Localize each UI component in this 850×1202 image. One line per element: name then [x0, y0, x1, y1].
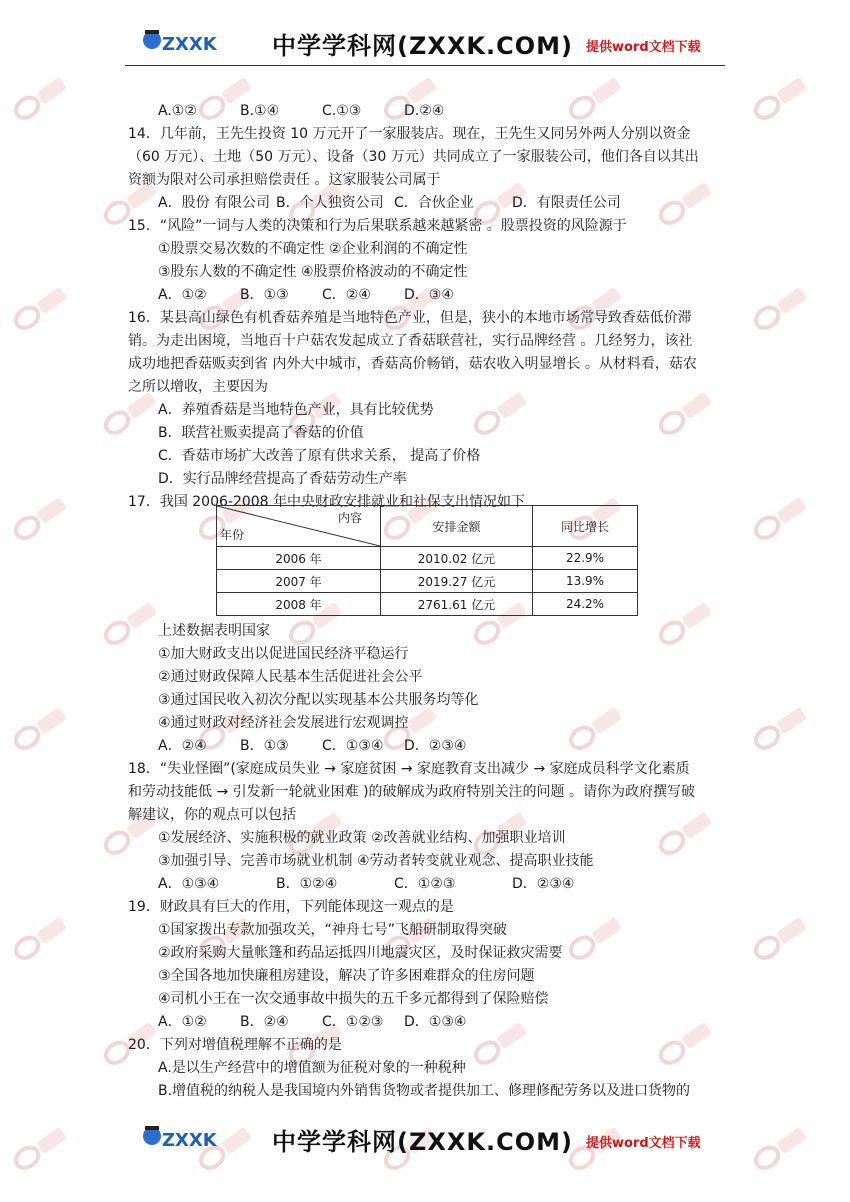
watermark-logo — [748, 1120, 814, 1177]
text-line: D．实行品牌经营提高了香菇劳动生产率 — [158, 471, 407, 487]
answer-option: D.②④ — [404, 103, 445, 119]
text-line: ③全国各地加快廉租房建设，解决了许多困难群众的住房问题 — [158, 968, 535, 984]
text-line: B．联营社贩卖提高了香菇的价值 — [158, 425, 364, 441]
text-line: ①国家拨出专款加强攻关，“神舟七号”飞船研制取得突破 — [158, 922, 508, 938]
answer-option: A．①② — [158, 1014, 207, 1030]
text-line: 17．我国 2006-2008 年中央财政安排就业和社保支出情况如下 — [128, 494, 526, 510]
text-line: ①股票交易次数的不确定性 ②企业利润的不确定性 — [158, 241, 468, 257]
answer-option: D．②③④ — [512, 876, 575, 892]
text-line: 之所以增收，主要因为 — [128, 379, 268, 395]
text-line: （60 万元）、土地（50 万元）、设备（30 万元）共同成立了一家服装公司，他们各自以其出 — [128, 149, 699, 165]
text-line: 16．某县高山绿色有机香菇养殖是当地特色产业，但是，狭小的本地市场常导致香菇低价滞 — [128, 310, 692, 326]
text-line: 上述数据表明国家 — [158, 623, 270, 639]
answer-options — [128, 192, 728, 215]
answer-option: D．③④ — [404, 287, 454, 303]
zxxk-logo — [140, 26, 258, 58]
answer-option: B．①②④ — [276, 876, 338, 892]
table-header-cell: 同比增长 — [533, 506, 638, 547]
text-line: A.是以生产经营中的增值额为征税对象的一种税种 — [158, 1060, 466, 1076]
text-line: 14．几年前，王先生投资 10 万元开了一家服装店。现在，王先生又同另外两人分别以资金 — [128, 126, 691, 142]
watermark-logo — [748, 70, 814, 127]
text-line: ①加大财政支出以促进国民经济平稳运行 — [158, 646, 409, 662]
answer-option: D．①③④ — [404, 1014, 467, 1030]
table-row — [217, 547, 638, 570]
table-corner-cell — [217, 506, 381, 547]
page-footer — [140, 1118, 720, 1158]
answer-option: A．①③④ — [158, 876, 220, 892]
text-line: 解建议，你的观点可以包括 — [128, 807, 296, 823]
text-line: B.增值税的纳税人是我国境内外销售货物或者提供加工、修理修配劳务以及进口货物的 — [158, 1083, 691, 1099]
text-line: 15．“风险”一词与人类的决策和行为后果联系越来越紧密 。股票投资的风险源于 — [128, 218, 627, 234]
table-cell: 2008 年 — [217, 593, 381, 616]
table-cell: 2006 年 — [217, 547, 381, 570]
download-label[interactable]: 提供word文档下载 — [586, 1136, 701, 1151]
answer-options — [128, 873, 728, 896]
text-line: 20．下列对增值税理解不正确的是 — [128, 1037, 342, 1053]
table-row — [217, 593, 638, 616]
watermark-logo — [748, 700, 814, 757]
answer-options — [128, 735, 728, 758]
table-cell: 2019.27 亿元 — [381, 570, 533, 593]
text-line: ③股东人数的不确定性 ④股票价格波动的不确定性 — [158, 264, 468, 280]
answer-option: C．合伙企业 — [394, 195, 474, 211]
answer-options — [128, 284, 728, 307]
watermark-logo — [748, 280, 814, 337]
text-line: ①发展经济、实施积极的就业政策 ②改善就业结构、加强职业培训 — [158, 830, 566, 846]
answer-option: D．②③④ — [404, 738, 467, 754]
text-line: 销。为走出困境，当地百十户菇农发起成立了香菇联营社，实行品牌经营 。几经努力，该社 — [128, 333, 693, 349]
text-line: 资额为限对公司承担赔偿责任 。这家服装公司属于 — [128, 172, 441, 188]
expenditure-table — [216, 505, 638, 616]
question-content-continued — [128, 620, 728, 1103]
table-cell: 22.9% — [533, 547, 638, 570]
logo-text: ZXXK — [162, 1130, 217, 1151]
header-rule — [125, 65, 725, 66]
download-label[interactable]: 提供word文档下载 — [586, 40, 701, 55]
answer-option: A.①② — [158, 103, 197, 119]
text-line: ③通过国民收入初次分配以实现基本公共服务均等化 — [158, 692, 479, 708]
answer-option: A．股份 有限公司 — [158, 195, 271, 211]
text-line: A．养殖香菇是当地特色产业，具有比较优势 — [158, 402, 434, 418]
answer-option: C．①②③ — [322, 1014, 384, 1030]
watermark-logo — [8, 1120, 74, 1177]
answer-option: B．个人独资公司 — [276, 195, 384, 211]
answer-option: B．①③ — [240, 287, 289, 303]
table-cell: 13.9% — [533, 570, 638, 593]
answer-option: C．①③④ — [322, 738, 384, 754]
zxxk-logo — [140, 1122, 258, 1154]
corner-col-label: 内容 — [337, 511, 362, 525]
answer-option: A．②④ — [158, 738, 207, 754]
watermark-logo — [8, 70, 74, 127]
watermark-logo — [8, 490, 74, 547]
text-line: ④通过财政对经济社会发展进行宏观调控 — [158, 715, 409, 731]
answer-option: D．有限责任公司 — [512, 195, 621, 211]
answer-option: C.①③ — [322, 103, 362, 119]
answer-options — [128, 1011, 728, 1034]
logo-text: ZXXK — [162, 34, 217, 55]
watermark-logo — [8, 910, 74, 967]
table-cell: 24.2% — [533, 593, 638, 616]
answer-options — [128, 100, 728, 123]
text-line: 和劳动技能低 → 引发新一轮就业困难 )的破解成为政府特别关注的问题 。请你为政府撰写破 — [128, 784, 695, 800]
answer-option: B．②④ — [240, 1014, 289, 1030]
watermark-logo — [748, 910, 814, 967]
text-line: ②政府采购大量帐篷和药品运抵四川地震灾区，及时保证救灾需要 — [158, 945, 563, 961]
table-cell: 2761.61 亿元 — [381, 593, 533, 616]
text-line: 19．财政具有巨大的作用，下列能体现这一观点的是 — [128, 899, 454, 915]
table-header-row — [217, 506, 638, 547]
watermark-logo — [748, 490, 814, 547]
answer-option: B．①③ — [240, 738, 289, 754]
site-title: 中学学科网(ZXXK.COM) — [272, 1128, 573, 1156]
table-row — [217, 570, 638, 593]
answer-option: B.①④ — [240, 103, 280, 119]
text-line: ③加强引导、完善市场就业机制 ④劳动者转变就业观念、提高职业技能 — [158, 853, 594, 869]
answer-option: C．①②③ — [394, 876, 456, 892]
text-line: 成功地把香菇贩卖到省 内外大中城市，香菇高价畅销，菇农收入明显增长 。从材料看，菇农 — [128, 356, 697, 372]
corner-row-label: 年份 — [220, 528, 245, 542]
table-cell: 2010.02 亿元 — [381, 547, 533, 570]
text-line: C．香菇市场扩大改善了原有供求关系， 提高了价格 — [158, 448, 481, 464]
question-content — [128, 100, 728, 514]
watermark-logo — [8, 700, 74, 757]
site-title: 中学学科网(ZXXK.COM) — [272, 32, 573, 60]
text-line: 18．“失业怪圈”(家庭成员失业 → 家庭贫困 → 家庭教育支出减少 → 家庭成员科学文化素质 — [128, 761, 690, 777]
page-header — [140, 22, 720, 62]
answer-option: C．②④ — [322, 287, 371, 303]
answer-option: A．①② — [158, 287, 207, 303]
text-line: ②通过财政保障人民基本生活促进社会公平 — [158, 669, 423, 685]
text-line: ④司机小王在一次交通事故中损失的五千多元都得到了保险赔偿 — [158, 991, 549, 1007]
table-header-cell: 安排金额 — [381, 506, 533, 547]
table-cell: 2007 年 — [217, 570, 381, 593]
watermark-logo — [8, 280, 74, 337]
